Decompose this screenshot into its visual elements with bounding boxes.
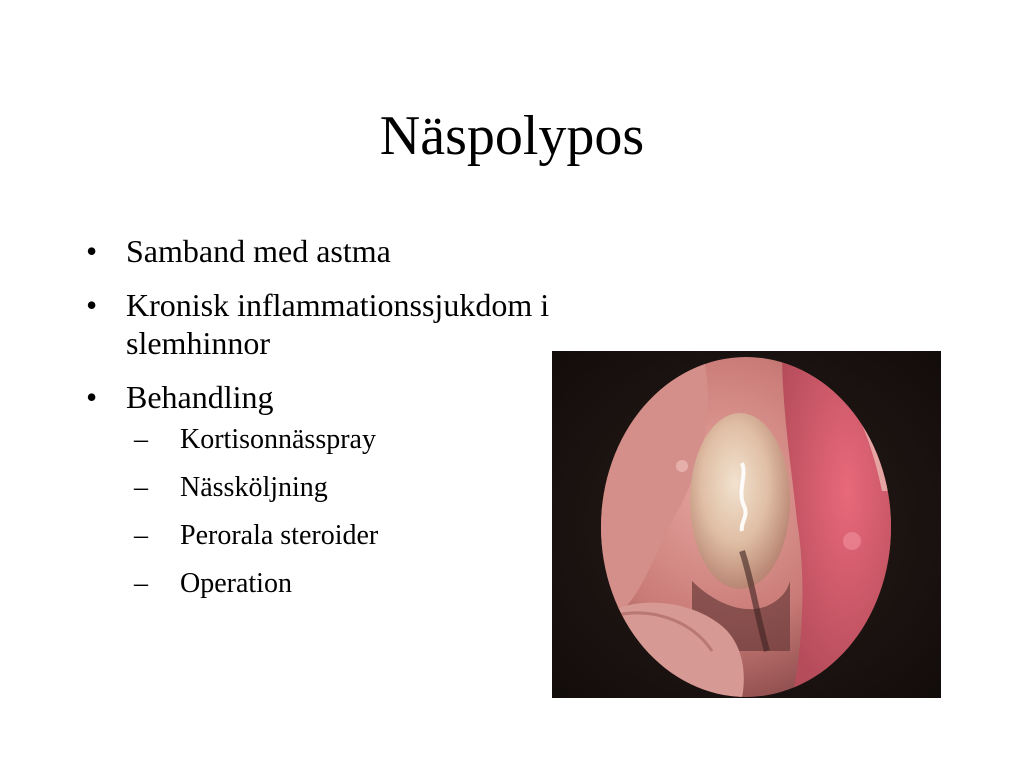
bullet-mark: •: [86, 379, 98, 415]
endoscopy-photo: [552, 351, 941, 698]
dash-mark: –: [134, 424, 148, 455]
bullet-text: Behandling: [126, 379, 274, 415]
sub-item-text: Operation: [180, 568, 292, 599]
dash-mark: –: [134, 568, 148, 599]
bullet-text: Kronisk inflammationssjukdom i slemhinnor: [126, 287, 550, 361]
dash-mark: –: [134, 472, 148, 503]
bullet-item: [86, 232, 646, 270]
endoscopy-image: [552, 351, 941, 698]
bullet-mark: •: [86, 233, 98, 269]
sub-item-text: Perorala steroider: [180, 520, 379, 551]
dash-mark: –: [134, 520, 148, 551]
sub-item-text: Kortisonnässpray: [180, 424, 376, 455]
sub-item-text: Nässköljning: [180, 472, 328, 503]
bullet-mark: •: [86, 287, 98, 323]
slide-title: Näspolypos: [379, 105, 645, 167]
bullet-text: Samband med astma: [126, 233, 391, 269]
